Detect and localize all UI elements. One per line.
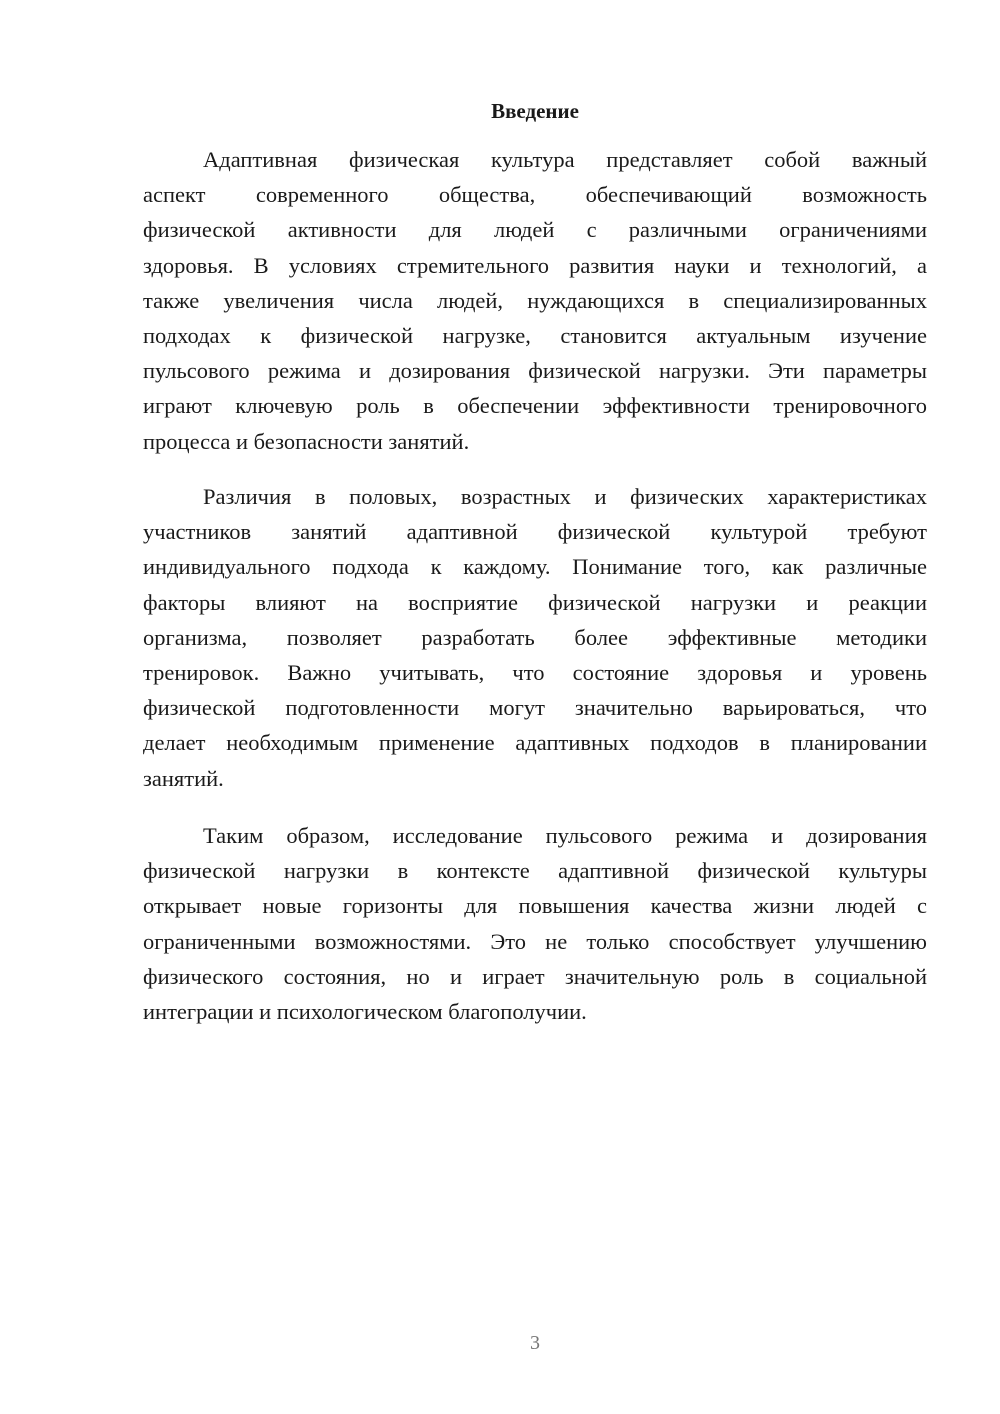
text-line: открывает новые горизонты для повышения качества жизни людей с [143, 893, 927, 919]
text-line: индивидуального подхода к каждому. Понимание того, как различные [143, 554, 927, 580]
text-line: участников занятий адаптивной физической культурой требуют [143, 519, 927, 545]
text-line: тренировок. Важно учитывать, что состояние здоровья и уровень [143, 660, 927, 686]
text-line: пульсового режима и дозирования физической нагрузки. Эти параметры [143, 358, 927, 384]
text-line: физической нагрузки в контексте адаптивной физической культуры [143, 858, 927, 884]
paragraph-2 [143, 479, 927, 796]
text-line: Различия в половых, возрастных и физических характеристиках [203, 484, 927, 509]
text-line: физического состояния, но и играет значительную роль в социальной [143, 963, 927, 989]
paragraph-3 [143, 818, 927, 1029]
text-line: ограниченными возможностями. Это не только способствует улучшению [143, 928, 927, 954]
text-line: аспект современного общества, обеспечивающий возможность [143, 182, 927, 208]
text-line: также увеличения числа людей, нуждающихся в специализированных [143, 287, 927, 313]
text-line: делает необходимым применение адаптивных подходов в планировании [143, 730, 927, 756]
text-line: факторы влияют на восприятие физической нагрузки и реакции [143, 589, 927, 615]
text-line: организма, позволяет разработать более эффективные методики [143, 624, 927, 650]
text-line: здоровья. В условиях стремительного развития науки и технологий, а [143, 252, 927, 278]
section-title: Введение [491, 99, 579, 123]
text-line: физической активности для людей с различными ограничениями [143, 217, 927, 243]
text-line: процесса и безопасности занятий. [143, 428, 470, 454]
text-line: играют ключевую роль в обеспечении эффективности тренировочного [143, 393, 927, 419]
text-line: занятий. [143, 765, 224, 791]
text-line: интеграции и психологическом благополучии. [143, 999, 587, 1025]
text-line: подходах к физической нагрузке, становится актуальным изучение [143, 323, 927, 349]
text-line: Адаптивная физическая культура представляет собой важный [203, 147, 927, 172]
text-line: Таким образом, исследование пульсового режима и дозирования [203, 823, 927, 848]
page-number: 3 [530, 1332, 540, 1354]
text-line: физической подготовленности могут значительно варьироваться, что [143, 695, 927, 721]
paragraph-1 [143, 142, 927, 459]
